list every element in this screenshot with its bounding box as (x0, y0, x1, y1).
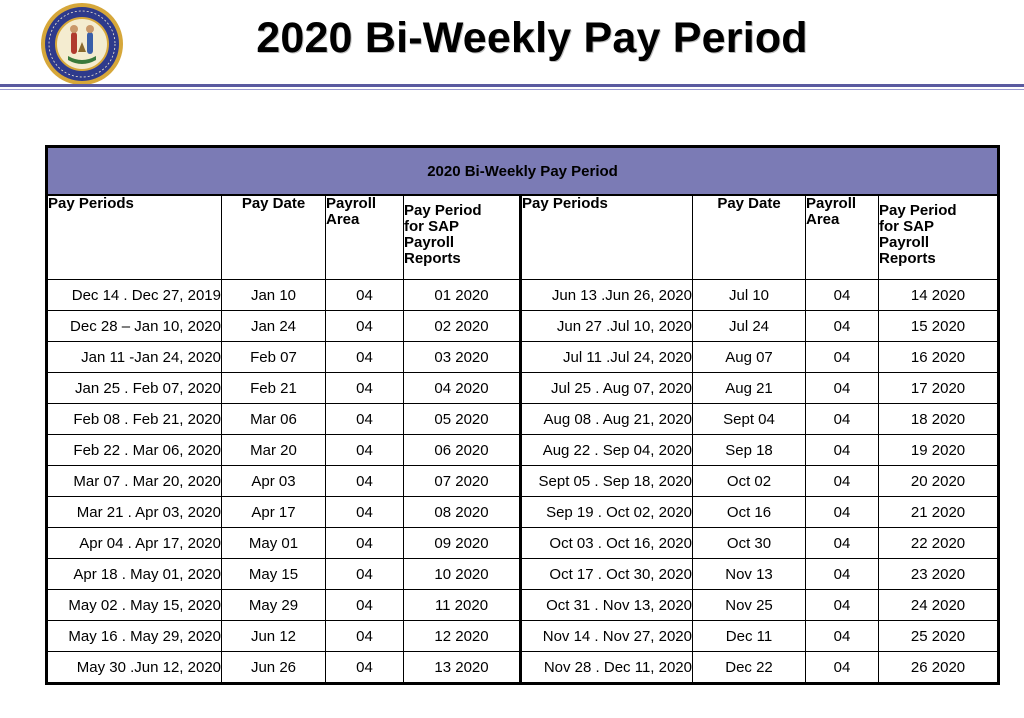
pay-date-cell: Jul 10 (693, 280, 806, 311)
pay-period-cell: Dec 28 – Jan 10, 2020 (47, 311, 222, 342)
sap-period-cell: 12 2020 (404, 621, 521, 652)
pay-date-cell: Oct 30 (693, 528, 806, 559)
pay-period-cell: Dec 14 . Dec 27, 2019 (47, 280, 222, 311)
payroll-area-cell: 04 (326, 652, 404, 684)
sap-period-cell: 18 2020 (879, 404, 999, 435)
header-pay-date: Pay Date (222, 195, 326, 280)
pay-date-cell: Mar 06 (222, 404, 326, 435)
pay-period-cell: May 02 . May 15, 2020 (47, 590, 222, 621)
table-row (47, 404, 999, 435)
payroll-area-cell: 04 (806, 435, 879, 466)
sap-period-cell: 26 2020 (879, 652, 999, 684)
pay-date-cell: Aug 21 (693, 373, 806, 404)
table-caption: 2020 Bi-Weekly Pay Period (47, 147, 999, 196)
pay-period-cell: Oct 03 . Oct 16, 2020 (521, 528, 693, 559)
payroll-area-cell: 04 (326, 497, 404, 528)
table-row (47, 342, 999, 373)
pay-period-cell: Aug 22 . Sep 04, 2020 (521, 435, 693, 466)
payroll-area-cell: 04 (326, 311, 404, 342)
pay-period-cell: Jun 13 .Jun 26, 2020 (521, 280, 693, 311)
header-pay-periods: Pay Periods (521, 195, 693, 280)
pay-date-cell: Dec 22 (693, 652, 806, 684)
payroll-area-cell: 04 (806, 497, 879, 528)
pay-period-cell: Apr 04 . Apr 17, 2020 (47, 528, 222, 559)
sap-period-cell: 06 2020 (404, 435, 521, 466)
pay-period-cell: Apr 18 . May 01, 2020 (47, 559, 222, 590)
sap-period-cell: 15 2020 (879, 311, 999, 342)
pay-period-cell: Oct 17 . Oct 30, 2020 (521, 559, 693, 590)
pay-date-cell: Jun 26 (222, 652, 326, 684)
table-row (47, 621, 999, 652)
pay-date-cell: Jun 12 (222, 621, 326, 652)
pay-date-cell: Apr 17 (222, 497, 326, 528)
pay-date-cell: Nov 13 (693, 559, 806, 590)
payroll-area-cell: 04 (326, 590, 404, 621)
header-sap-period: Pay Period for SAP Payroll Reports (879, 195, 999, 280)
table-row (47, 528, 999, 559)
pay-date-cell: Jul 24 (693, 311, 806, 342)
payroll-area-cell: 04 (806, 342, 879, 373)
pay-date-cell: May 15 (222, 559, 326, 590)
table-row (47, 280, 999, 311)
header-sap-period: Pay Period for SAP Payroll Reports (404, 195, 521, 280)
header-divider (0, 84, 1024, 87)
pay-date-cell: Sept 04 (693, 404, 806, 435)
sap-period-cell: 09 2020 (404, 528, 521, 559)
pay-date-cell: Aug 07 (693, 342, 806, 373)
sap-period-cell: 24 2020 (879, 590, 999, 621)
pay-period-cell: Mar 07 . Mar 20, 2020 (47, 466, 222, 497)
pay-period-cell: Feb 22 . Mar 06, 2020 (47, 435, 222, 466)
payroll-area-cell: 04 (326, 621, 404, 652)
sap-period-cell: 20 2020 (879, 466, 999, 497)
pay-period-cell: Jul 11 .Jul 24, 2020 (521, 342, 693, 373)
sap-period-cell: 14 2020 (879, 280, 999, 311)
table-row (47, 590, 999, 621)
pay-period-cell: Jan 25 . Feb 07, 2020 (47, 373, 222, 404)
pay-period-cell: Feb 08 . Feb 21, 2020 (47, 404, 222, 435)
pay-period-cell: Jan 11 -Jan 24, 2020 (47, 342, 222, 373)
sap-period-cell: 08 2020 (404, 497, 521, 528)
header-payroll-area: Payroll Area (326, 195, 404, 280)
pay-date-cell: Feb 21 (222, 373, 326, 404)
pay-date-cell: Jan 24 (222, 311, 326, 342)
pay-period-cell: Nov 28 . Dec 11, 2020 (521, 652, 693, 684)
pay-period-cell: Jul 25 . Aug 07, 2020 (521, 373, 693, 404)
sap-period-cell: 25 2020 (879, 621, 999, 652)
pay-date-cell: Feb 07 (222, 342, 326, 373)
payroll-area-cell: 04 (326, 404, 404, 435)
sap-period-cell: 05 2020 (404, 404, 521, 435)
pay-date-cell: Jan 10 (222, 280, 326, 311)
header-pay-periods: Pay Periods (47, 195, 222, 280)
pay-period-cell: May 16 . May 29, 2020 (47, 621, 222, 652)
table-row (47, 435, 999, 466)
pay-period-cell: Mar 21 . Apr 03, 2020 (47, 497, 222, 528)
sap-period-cell: 01 2020 (404, 280, 521, 311)
sap-period-cell: 07 2020 (404, 466, 521, 497)
payroll-area-cell: 04 (326, 528, 404, 559)
table-row (47, 466, 999, 497)
payroll-area-cell: 04 (806, 466, 879, 497)
payroll-area-cell: 04 (806, 590, 879, 621)
sap-period-cell: 16 2020 (879, 342, 999, 373)
sap-period-cell: 13 2020 (404, 652, 521, 684)
payroll-area-cell: 04 (326, 342, 404, 373)
header-pay-date: Pay Date (693, 195, 806, 280)
payroll-area-cell: 04 (806, 559, 879, 590)
pay-date-cell: Dec 11 (693, 621, 806, 652)
pay-period-cell: Nov 14 . Nov 27, 2020 (521, 621, 693, 652)
pay-date-cell: Apr 03 (222, 466, 326, 497)
payroll-area-cell: 04 (806, 621, 879, 652)
header-payroll-area: Payroll Area (806, 195, 879, 280)
pay-date-cell: Sep 18 (693, 435, 806, 466)
pay-period-cell: Aug 08 . Aug 21, 2020 (521, 404, 693, 435)
sap-period-cell: 23 2020 (879, 559, 999, 590)
payroll-area-cell: 04 (806, 280, 879, 311)
pay-period-table (45, 145, 1000, 685)
sap-period-cell: 17 2020 (879, 373, 999, 404)
payroll-area-cell: 04 (326, 559, 404, 590)
pay-date-cell: May 01 (222, 528, 326, 559)
sap-period-cell: 03 2020 (404, 342, 521, 373)
sap-period-cell: 04 2020 (404, 373, 521, 404)
sap-period-cell: 11 2020 (404, 590, 521, 621)
pay-period-cell: Sep 19 . Oct 02, 2020 (521, 497, 693, 528)
pay-period-cell: May 30 .Jun 12, 2020 (47, 652, 222, 684)
payroll-area-cell: 04 (326, 435, 404, 466)
payroll-area-cell: 04 (326, 373, 404, 404)
pay-date-cell: Oct 16 (693, 497, 806, 528)
payroll-area-cell: 04 (806, 652, 879, 684)
pay-date-cell: May 29 (222, 590, 326, 621)
table-row (47, 652, 999, 684)
payroll-area-cell: 04 (326, 280, 404, 311)
pay-date-cell: Nov 25 (693, 590, 806, 621)
sap-period-cell: 22 2020 (879, 528, 999, 559)
table-row (47, 373, 999, 404)
pay-date-cell: Oct 02 (693, 466, 806, 497)
page-title: 2020 Bi-Weekly Pay Period (256, 14, 808, 62)
pay-period-cell: Jun 27 .Jul 10, 2020 (521, 311, 693, 342)
pay-period-cell: Oct 31 . Nov 13, 2020 (521, 590, 693, 621)
pay-period-cell: Sept 05 . Sep 18, 2020 (521, 466, 693, 497)
payroll-area-cell: 04 (806, 528, 879, 559)
table-row (47, 311, 999, 342)
payroll-area-cell: 04 (326, 466, 404, 497)
sap-period-cell: 10 2020 (404, 559, 521, 590)
payroll-area-cell: 04 (806, 404, 879, 435)
table-row (47, 559, 999, 590)
header-divider-thin (0, 89, 1024, 90)
pay-date-cell: Mar 20 (222, 435, 326, 466)
sap-period-cell: 02 2020 (404, 311, 521, 342)
payroll-area-cell: 04 (806, 373, 879, 404)
sap-period-cell: 19 2020 (879, 435, 999, 466)
payroll-area-cell: 04 (806, 311, 879, 342)
sap-period-cell: 21 2020 (879, 497, 999, 528)
table-row (47, 497, 999, 528)
